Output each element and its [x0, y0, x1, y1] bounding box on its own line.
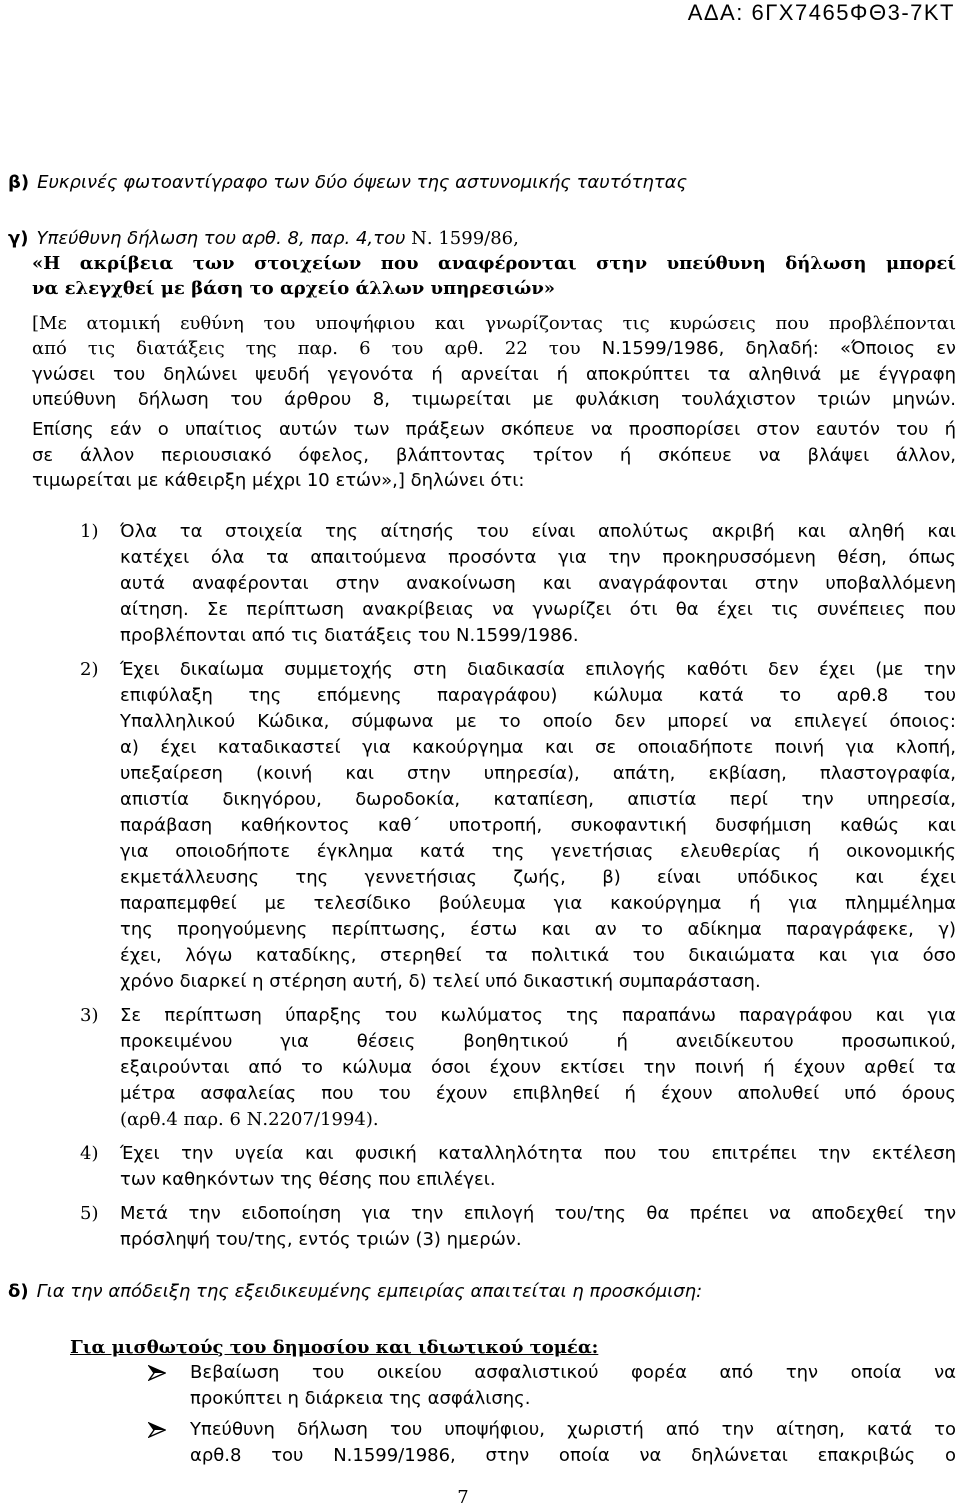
bullet-item — [0, 1417, 960, 1469]
item-b-text: Ευκρινές φωτοαντίγραφο των δύο όψεων της αστυνομικής ταυτότητας — [37, 172, 688, 193]
declaration-line: υπεύθυνη δήλωση του άρθρου 8, τιμωρείται με φυλάκιση τουλάχιστον τριών μηνών. — [32, 389, 956, 410]
declaration-segment: από τις διατάξεις της παρ. 6 του αρθ. 22 του — [32, 338, 581, 359]
condition-line: χρόνο διαρκεί η στέρηση αυτή, δ) τελεί υπό δικαστική συμπαράσταση. — [120, 971, 761, 992]
bullet-line: προκύπτει η διάρκεια της ασφάλισης. — [190, 1388, 531, 1409]
condition-number: 3) — [80, 1005, 99, 1026]
employees-heading — [70, 1335, 950, 1361]
condition-line: α) έχει καταδικαστεί για κακούργημα και σε οποιαδήποτε ποινή για κλοπή, — [120, 737, 956, 758]
notice-line: να ελεγχθεί με βάση το αρχείο άλλων υπηρεσιών» — [32, 278, 556, 299]
condition-line: Μετά την ειδοποίηση για την επιλογή του/της θα πρέπει να αποδεχθεί την — [120, 1203, 956, 1224]
condition-item — [0, 657, 960, 995]
condition-line: της προηγούμενης περίπτωσης, έστω και αν το αδίκημα παραγράφεκε, γ) — [120, 919, 956, 940]
condition-number: 5) — [80, 1203, 99, 1224]
bullet-line: Βεβαίωση του οικείου ασφαλιστικού φορέα από την οποία να — [190, 1362, 956, 1383]
condition-line: μέτρα ασφαλείας που του έχουν επιβληθεί ή έχουν απολυθεί υπό όρους — [120, 1083, 956, 1104]
law-reference: Ν.1599/1986, δηλαδή: «Όποιος εν — [601, 338, 956, 359]
condition-line: εξαιρούνται από το κώλυμα όσοι έχουν εκτίσει την ποινή ή έχουν αρθεί τα — [120, 1057, 956, 1078]
condition-line: απιστία δικηγόρου, δωροδοκία, καταπίεση, απιστία περί την υπηρεσία, — [120, 789, 956, 810]
notice-line: «Η ακρίβεια των στοιχείων που αναφέρονται στην υπεύθυνη δήλωση μπορεί — [32, 253, 956, 274]
condition-number: 1) — [80, 521, 99, 542]
condition-item — [0, 519, 960, 649]
arrowhead-bullet-icon — [148, 1422, 166, 1438]
item-b — [8, 170, 948, 196]
condition-line: έχει, λόγω καταδίκης, στερηθεί τα πολιτικά του δικαιώματα και για όσο — [120, 945, 956, 966]
condition-line: Όλα τα στοιχεία της αίτησής του είναι απολύτως ακριβή και αληθή και — [120, 521, 956, 542]
condition-line: Έχει δικαίωμα συμμετοχής στη διαδικασία επιλογής καθότι δεν έχει (με την — [120, 659, 956, 680]
declaration-line — [32, 336, 956, 362]
condition-line: παράβαση καθήκοντος καθ΄ υποτροπή, συκοφαντική δυσφήμιση καθώς και — [120, 815, 956, 836]
bullet-item — [0, 1360, 960, 1412]
condition-item — [0, 1003, 960, 1133]
condition-line: (αρθ.4 παρ. 6 Ν.2207/1994). — [120, 1109, 379, 1130]
item-d — [8, 1279, 948, 1305]
condition-line: επιφύλαξη της επόμενης παραγράφου) κώλυμα κατά το αρθ.8 του — [120, 685, 956, 706]
condition-line: Σε περίπτωση ύπαρξης του κωλύματος της παραπάνω παραγράφου και για — [120, 1005, 956, 1026]
condition-line: των καθηκόντων της θέσης που επιλέγει. — [120, 1169, 496, 1190]
arrowhead-bullet-icon — [148, 1365, 166, 1381]
condition-number: 4) — [80, 1143, 99, 1164]
page-number: 7 — [457, 1487, 469, 1508]
item-c-marker: γ) — [8, 228, 29, 249]
item-d-text: Για την απόδειξη της εξειδικευμένης εμπειρίας απαιτείται η προσκόμιση: — [36, 1281, 703, 1302]
declaration-line: τιμωρείται με κάθειρξη μέχρι 10 ετών»,] δηλώνει ότι: — [32, 470, 525, 491]
condition-item — [0, 1141, 960, 1193]
condition-line: αίτηση. Σε περίπτωση ανακρίβειας να γνωρίζει ότι θα έχει τις συνέπειες που — [120, 599, 956, 620]
condition-line: πρόσληψή του/της, εντός τριών (3) ημερών. — [120, 1229, 522, 1250]
ada-code: ΑΔΑ: 6ΓΧ7465ΦΘ3-7ΚΤ — [687, 0, 955, 25]
declaration-line: σε άλλον περιουσιακό όφελος, βλάπτοντας τρίτον ή σκόπευε να βλάψει άλλον, — [32, 445, 956, 466]
declaration-line: γνώσει του δηλώνει ψευδή γεγονότα ή αρνείται ή αποκρύπτει τα αληθινά με έγγραφη — [32, 364, 956, 385]
bullet-line: Υπεύθυνη δήλωση του υποψήφιου, χωριστή από την αίτηση, κατά το — [190, 1419, 956, 1440]
condition-line: προβλέπονται από τις διατάξεις του Ν.1599/1986. — [120, 625, 579, 646]
condition-line: Έχει την υγεία και φυσική καταλληλότητα που του επιτρέπει την εκτέλεση — [120, 1143, 956, 1164]
declaration-line: Επίσης εάν ο υπαίτιος αυτών των πράξεων σκόπευε να προσπορίσει στον εαυτόν του ή — [32, 419, 956, 440]
condition-line: υπεξαίρεση (κοινή και στην υπηρεσία), απάτη, εκβίαση, πλαστογραφία, — [120, 763, 956, 784]
employees-heading-text: Για μισθωτούς του δημοσίου και ιδιωτικού τομέα: — [70, 1337, 599, 1358]
item-d-marker: δ) — [8, 1281, 29, 1302]
condition-line: Υπαλληλικού Κώδικα, σύμφωνα με το οποίο δεν μπορεί να επιλεγεί όποιος: — [120, 711, 956, 732]
item-c — [8, 226, 948, 252]
condition-item — [0, 1201, 960, 1253]
condition-line: κατέχει όλα τα απαιτούμενα προσόντα για την προκηρυσσόμενη θέση, όπως — [120, 547, 956, 568]
condition-number: 2) — [80, 659, 99, 680]
condition-line: παραπεμφθεί με τελεσίδικο βούλευμα για κακούργημα ή για πλημμέλημα — [120, 893, 956, 914]
condition-line: αυτά αναφέρονται στην ανακοίνωση και αναγράφονται στην υποβαλλόμενη — [120, 573, 956, 594]
bullet-line: αρθ.8 του Ν.1599/1986, στην οποία να δηλώνεται επακριβώς ο — [190, 1445, 956, 1466]
item-c-law: Ν. 1599/86, — [411, 228, 519, 249]
condition-line: για οποιοδήποτε έγκλημα κατά της γενετήσιας ελευθερίας ή οικονομικής — [120, 841, 956, 862]
declaration-line: [Με ατομική ευθύνη του υποψήφιου και γνωρίζοντας τις κυρώσεις που προβλέπονται — [32, 313, 956, 334]
item-c-text: Υπεύθυνη δήλωση του αρθ. 8, παρ. 4,του — [36, 228, 406, 249]
item-b-marker: β) — [8, 172, 30, 193]
condition-line: προκειμένου για θέσεις βοηθητικού ή ανειδίκευτου προσωπικού, — [120, 1031, 956, 1052]
condition-line: εκμετάλλευσης της γεννετήσιας ζωής, β) είναι υπόδικος και έχει — [120, 867, 956, 888]
